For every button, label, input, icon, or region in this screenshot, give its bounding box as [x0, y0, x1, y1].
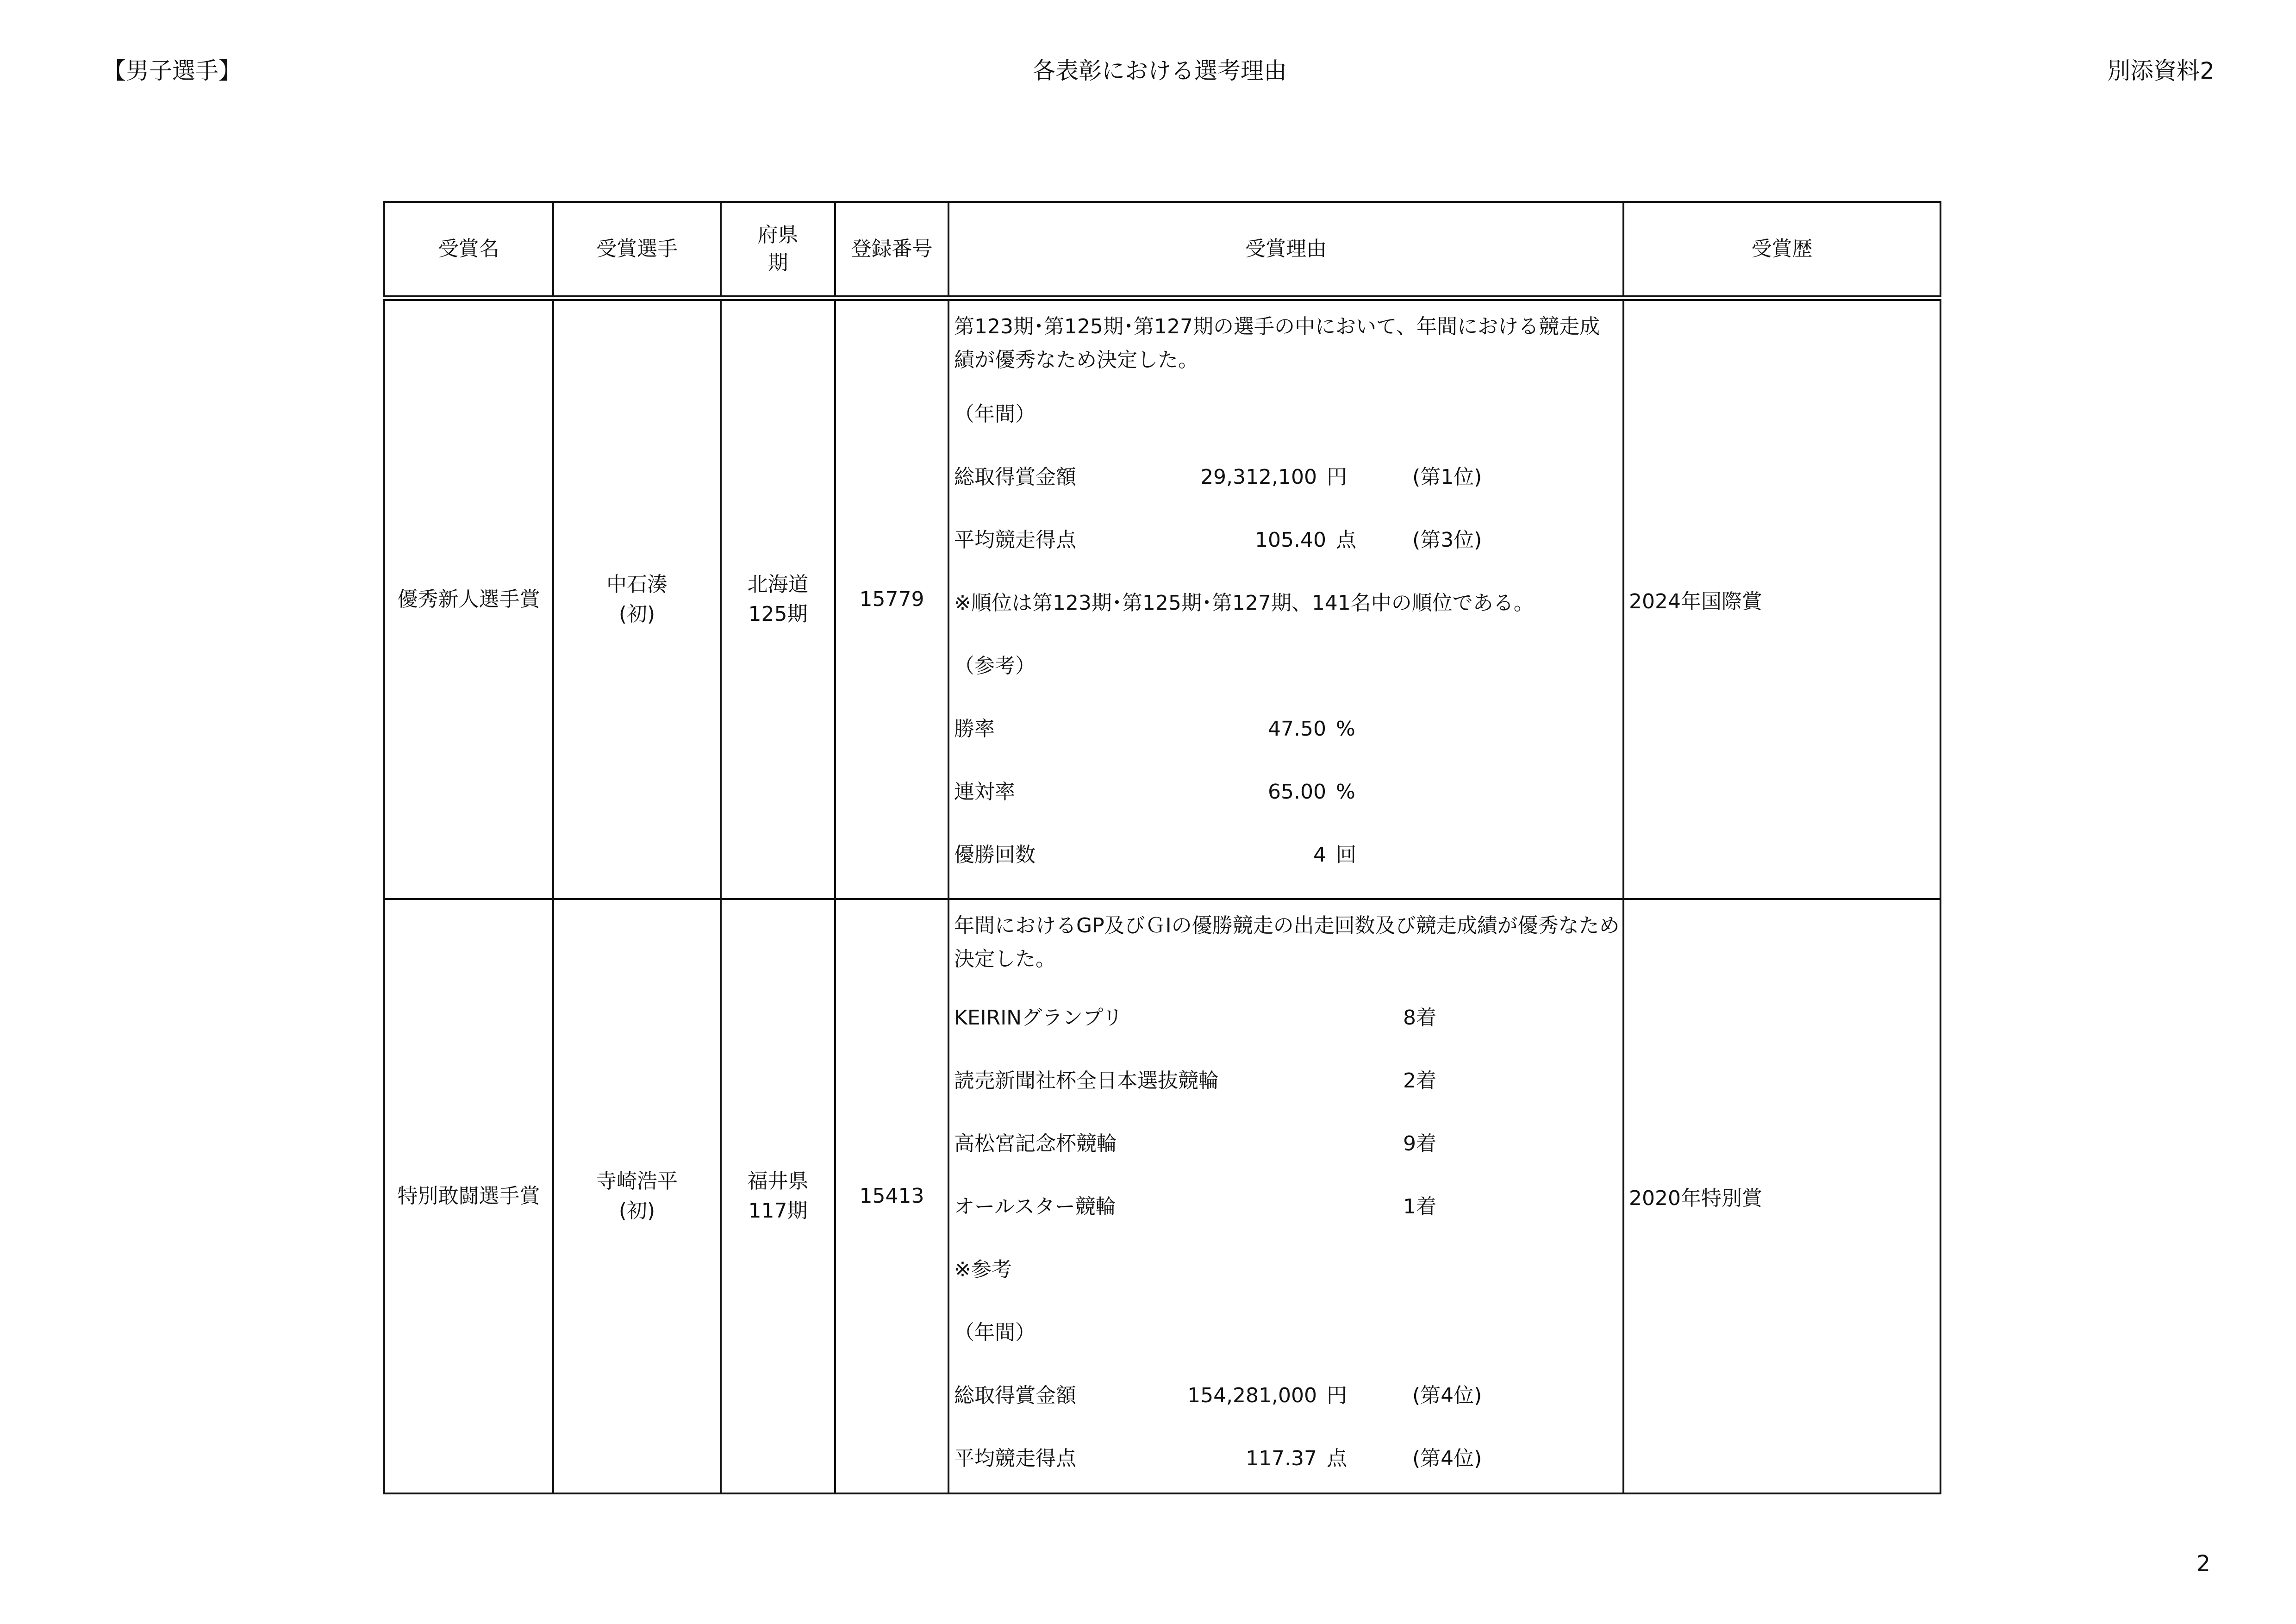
award-name: 特別敢闘選手賞 [384, 899, 553, 1493]
avg-unit: 点 [1336, 528, 1356, 552]
player-note: (初) [618, 602, 655, 626]
race-name: オールスター競輪 [954, 1195, 1116, 1218]
win-label: 勝率 [954, 717, 995, 741]
player-name: 寺崎浩平 [596, 1169, 678, 1193]
avg-value: 117.37 [1246, 1447, 1317, 1470]
table-header-row [384, 202, 1940, 298]
player-cell [553, 298, 721, 899]
renta-label: 連対率 [954, 780, 1015, 804]
avg-rank: (第3位) [1412, 528, 1482, 552]
annual-label: （年間） [954, 402, 1036, 426]
prize-unit: 円 [1327, 465, 1347, 489]
prize-value: 154,281,000 [1187, 1384, 1317, 1407]
ref-label: ※参考 [954, 1258, 1012, 1281]
attachment-label: 別添資料2 [2107, 57, 2215, 84]
col-header-player: 受賞選手 [553, 202, 721, 298]
pref-term-cell [721, 298, 835, 899]
term: 125期 [748, 602, 808, 626]
prize-label: 総取得賞金額 [954, 1384, 1076, 1407]
reason-cell [948, 899, 1623, 1493]
pref-term-cell [721, 899, 835, 1493]
page-number: 2 [2196, 1551, 2210, 1577]
avg-value: 105.40 [1255, 528, 1326, 552]
race-place: 2着 [1403, 1069, 1436, 1093]
win-value: 47.50 [1268, 717, 1326, 741]
victory-unit: 回 [1336, 843, 1356, 867]
player-cell [553, 899, 721, 1493]
prize-unit: 円 [1327, 1384, 1347, 1407]
ref-label: （参考） [954, 654, 1036, 678]
avg-label: 平均競走得点 [954, 528, 1076, 552]
race-place: 1着 [1403, 1195, 1436, 1218]
prize-rank: (第1位) [1412, 465, 1482, 489]
reason-intro: 年間におけるGP及びＧⅠの優勝競走の出走回数及び競走成績が優秀なため決定した。 [954, 914, 1620, 971]
registration-number: 15779 [835, 298, 948, 899]
victory-label: 優勝回数 [954, 843, 1036, 867]
race-name: 高松宮記念杯競輪 [954, 1132, 1117, 1156]
rank-note: ※順位は第123期･第125期･第127期、141名中の順位である。 [954, 591, 1534, 615]
prefecture: 福井県 [747, 1169, 809, 1193]
prize-value: 29,312,100 [1200, 465, 1317, 489]
victory-value: 4 [1313, 843, 1326, 867]
win-unit: % [1336, 717, 1355, 741]
col-header-history: 受賞歴 [1623, 202, 1940, 298]
race-place: 8着 [1403, 1006, 1436, 1030]
col-header-reason: 受賞理由 [948, 202, 1623, 298]
renta-unit: % [1336, 780, 1355, 804]
table-row [384, 298, 1940, 899]
annual-label: （年間） [954, 1321, 1036, 1344]
reason-intro: 第123期･第125期･第127期の選手の中において、年間における競走成績が優秀なため決定した。 [954, 315, 1600, 372]
prefecture: 北海道 [747, 573, 809, 596]
col-header-award: 受賞名 [384, 202, 553, 298]
race-name: 読売新聞社杯全日本選抜競輪 [954, 1069, 1219, 1093]
section-label: 【男子選手】 [103, 57, 242, 84]
avg-unit: 点 [1327, 1447, 1347, 1470]
prize-rank: (第4位) [1412, 1384, 1482, 1407]
player-note: (初) [618, 1199, 655, 1223]
player-name: 中石湊 [606, 573, 668, 596]
renta-value: 65.00 [1268, 780, 1326, 804]
race-name: KEIRINグランプリ [954, 1006, 1123, 1030]
award-history: 2024年国際賞 [1623, 298, 1940, 899]
award-history: 2020年特別賞 [1623, 899, 1940, 1493]
awards-table [383, 201, 1941, 1494]
avg-label: 平均競走得点 [954, 1447, 1076, 1470]
table-row [384, 899, 1940, 1493]
term: 117期 [748, 1199, 808, 1223]
registration-number: 15413 [835, 899, 948, 1493]
col-header-pref-term: 府県 期 [721, 202, 835, 298]
col-header-reg-no: 登録番号 [835, 202, 948, 298]
race-place: 9着 [1403, 1132, 1436, 1156]
reason-cell [948, 298, 1623, 899]
avg-rank: (第4位) [1412, 1447, 1482, 1470]
prize-label: 総取得賞金額 [954, 465, 1076, 489]
page-title: 各表彰における選考理由 [1032, 57, 1287, 84]
award-name: 優秀新人選手賞 [384, 298, 553, 899]
